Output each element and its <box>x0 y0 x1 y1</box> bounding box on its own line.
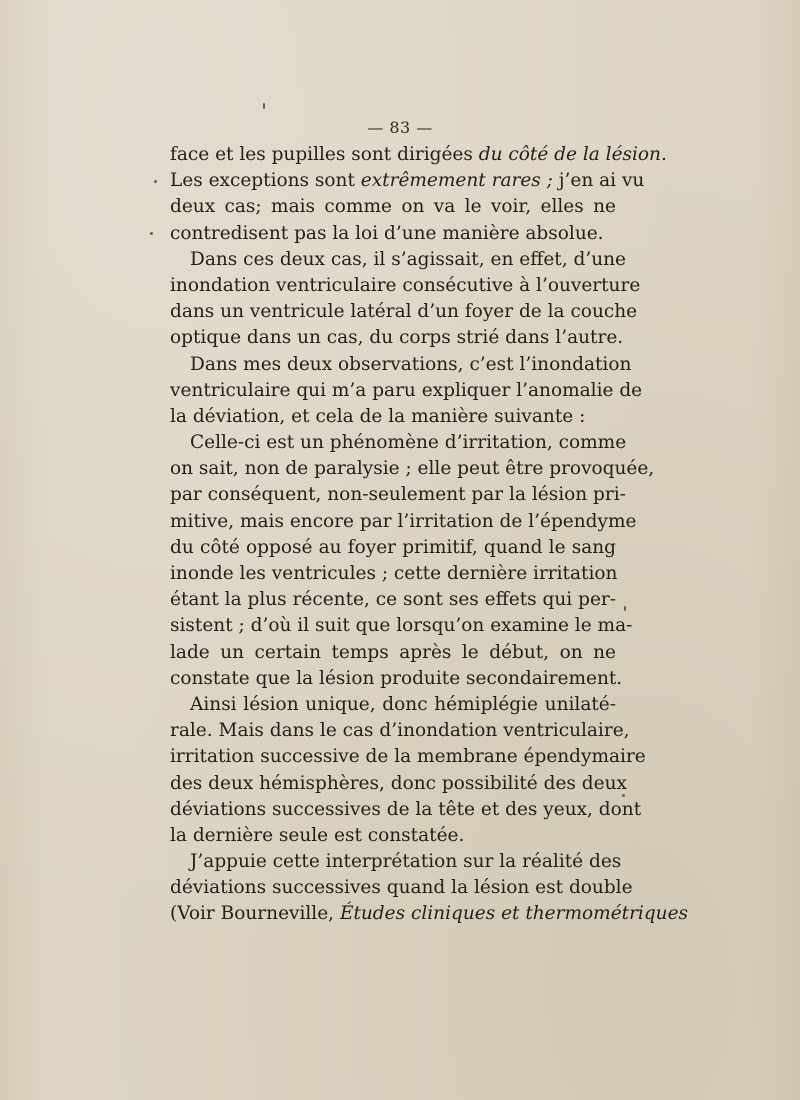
text-line: Les exceptions sont extrêmement rares ; j’en ai vu <box>170 170 645 192</box>
text-line: optique dans un cas, du corps strié dans l’autre. <box>170 327 624 349</box>
text-line: ventriculaire qui m’a paru expliquer l’anomalie de <box>170 379 643 401</box>
text-line: irritation successive de la membrane épendymaire <box>170 746 646 768</box>
text-line: (Voir Bourneville, Études cliniques et thermométriques <box>170 903 689 925</box>
text-line: face et les pupilles sont dirigées du côté de la lésion. <box>170 144 667 165</box>
paper-speck <box>150 232 153 235</box>
text-line: Dans ces deux cas, il s’agissait, en effet, d’une <box>190 248 626 270</box>
text-line: du côté opposé au foyer primitif, quand le sang <box>170 536 616 558</box>
text-line: inonde les ventricules ; cette dernière irritation <box>170 563 618 584</box>
body-text <box>170 142 689 928</box>
text-line: constate que la lésion produite secondairement. <box>170 667 623 689</box>
paper-speck <box>154 180 157 183</box>
text-line: sistent ; d’où il suit que lorsqu’on examine le ma- <box>170 615 633 637</box>
paper-speck <box>624 606 626 611</box>
text-line: la dernière seule est constatée. <box>170 824 465 846</box>
text-line: Dans mes deux observations, c’est l’inondation <box>190 353 632 375</box>
text-line: la déviation, et cela de la manière suivante : <box>170 405 586 427</box>
text-line: dans un ventricule latéral d’un foyer de la couche <box>170 301 638 323</box>
text-line: inondation ventriculaire consécutive à l’ouverture <box>170 274 641 296</box>
text-line: déviations successives de la tête et des yeux, dont <box>170 798 642 820</box>
text-line: rale. Mais dans le cas d’inondation ventriculaire, <box>170 720 630 742</box>
text-line: on sait, non de paralysie ; elle peut être provoquée, <box>170 458 655 480</box>
text-line: Ainsi lésion unique, donc hémiplégie unilaté- <box>190 693 616 715</box>
text-line: lade un certain temps après le début, on ne <box>170 641 616 663</box>
paper-speck <box>263 103 265 109</box>
text-line: par conséquent, non-seulement par la lésion pri- <box>170 484 626 506</box>
text-line: Celle-ci est un phénomène d’irritation, comme <box>190 432 627 454</box>
page-number: — 83 — <box>367 118 433 137</box>
text-line: mitive, mais encore par l’irritation de l’épendyme <box>170 510 637 532</box>
paper-speck <box>622 794 625 797</box>
text-line: J’appuie cette interprétation sur la réalité des <box>190 851 622 873</box>
text-line: contredisent pas la loi d’une manière absolue. <box>170 222 604 244</box>
text-line: des deux hémisphères, donc possibilité des deux <box>170 772 627 794</box>
text-line: deux cas; mais comme on va le voir, elles ne <box>170 196 616 218</box>
text-line: déviations successives quand la lésion est double <box>170 877 633 899</box>
text-line: étant la plus récente, ce sont ses effets qui per- <box>170 589 616 611</box>
